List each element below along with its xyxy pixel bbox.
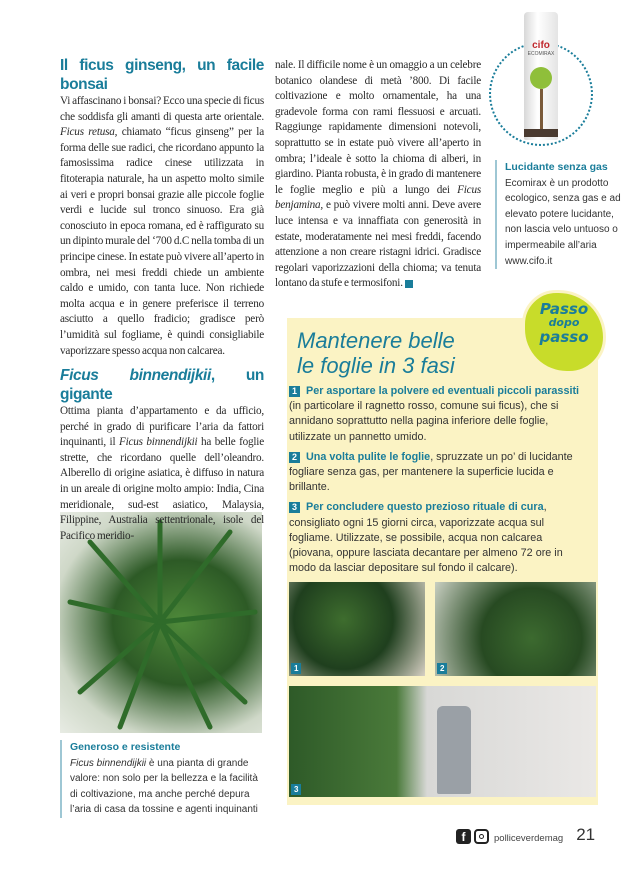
- step-2: [289, 450, 585, 496]
- social-handle[interactable]: polliceverdemag: [494, 833, 564, 844]
- step-photo-2: [435, 582, 596, 676]
- box-title: [297, 328, 512, 378]
- text: Vi affascinano i bonsai? Ecco una specie di ficus che soddisfa gli amanti di questa arte orientale.: [60, 95, 264, 123]
- step-photo-1: [289, 582, 425, 676]
- species-name: Ficus retusa,: [60, 126, 118, 139]
- ficus-binnendijkii-photo: [60, 512, 262, 733]
- photo-number: 1: [291, 663, 301, 674]
- leaves-graphic: [60, 512, 262, 733]
- brand-logo: cifo: [532, 40, 550, 51]
- step-text: , consigliato ogni 15 giorni circa, vaporizzate acqua sul fogliame. Utilizzate, se possibile, acqua non calcarea (piovana, oppure lasciata decantare per almeno 72 ore in modo da lasciar depositare sul fondo il calcare).: [289, 501, 563, 575]
- step-lead: Per asportare la polvere ed eventuali piccoli parassiti: [306, 385, 580, 397]
- step-lead: Una volta pulite le foglie: [306, 450, 431, 463]
- badge-line1: Passo: [539, 300, 589, 318]
- step-number: 2: [289, 452, 300, 463]
- step-number: 3: [289, 502, 300, 513]
- step-photo-3: [289, 686, 596, 797]
- can-label: ECOMIRAX: [527, 51, 555, 57]
- paragraph-ficus-ginseng: [60, 94, 264, 359]
- product-text: Ecomirax è un prodotto ecologico, senza gas e ad elevato potere lucidante, non lascia velo untuoso o impermeabile all’aria: [505, 177, 621, 251]
- step-number: 1: [289, 386, 300, 397]
- product-title: Lucidante senza gas: [505, 161, 608, 173]
- heading-ficus-binnendijkii: [60, 366, 264, 404]
- step-text: (in particolare il ragnetto rosso, comune sui ficus), che si annidano soprattutto nella pagina inferiore delle foglie, utilizzate un pannetto umido.: [289, 400, 559, 443]
- photo-caption: [60, 740, 260, 818]
- caption-text: [70, 756, 260, 818]
- end-mark-icon: [405, 280, 413, 288]
- text: chiamato “ficus ginseng” per la forma delle sue radici, che ricordano appunto la famosissima radice cinese utilizzata in fitoterapia naturale, ha un aspetto molto simile ai veri e propri bonsai grazie alle piccole foglie verdi e lucide sul tronco sinuoso. Era già conosciuto in epoca romana, ed è raffigurato su un dipinto murale del ‘700 d.C nella tomba di un principe cinese. In estate può vivere all’aperto in ombra, nei mesi freddi chiede un ambiente caldo e umido, con tanta luce. Non richiede molta acqua e in genere preferisce il terreno asciutto a quello fradicio; gradisce però l’umidità sul fogliame, è quindi consigliabile vaporizzare spesso acqua non calcarea.: [60, 126, 264, 357]
- box-title-line1: Mantenere belle: [297, 328, 455, 353]
- spray-can: [524, 12, 558, 140]
- product-link[interactable]: www.cifo.it: [505, 255, 553, 267]
- text: Ottima pianta d’appartamento e da ufficio, perché in grado di purificare l’aria da fattori inquinanti, il: [60, 405, 264, 449]
- left-column: [60, 56, 264, 544]
- badge-line3: passo: [539, 328, 589, 346]
- paragraph-ficus-binnendijkii: [60, 404, 264, 544]
- soil: [524, 129, 558, 137]
- species-name: Ficus binnendijkii: [70, 757, 147, 769]
- text: e può vivere molti anni. Deve avere luce intensa e va innaffiata con generosità in estate, moderatamente nei mesi freddi, facendo attenzione a non creare ristagni idrici. Gradisce regolari vaporizzazioni della chioma; va tenuta lontano da stufe e termosifoni.: [275, 199, 481, 290]
- heading-italic: Ficus binnendijkii: [60, 367, 211, 385]
- footer: [456, 826, 595, 844]
- steps-list: [289, 384, 585, 581]
- step-text: , spruzzate un po’ di lucidante fogliare senza gas, per mantenere la superficie lucida e brillante.: [289, 450, 573, 494]
- spray-bottle: [437, 706, 471, 794]
- species-name: Ficus binnendijkii: [118, 436, 198, 449]
- instagram-icon[interactable]: [474, 829, 489, 844]
- plant-graphic: [530, 67, 552, 89]
- paragraph-continued: [275, 58, 481, 292]
- box-title-line2: le foglie in 3 fasi: [297, 353, 455, 378]
- heading-ficus-ginseng: Il ficus ginseng, un facile bonsai: [60, 57, 264, 93]
- step-1: [289, 384, 585, 445]
- steps-box: [287, 318, 598, 805]
- badge-line2: dopo: [548, 316, 580, 329]
- caption-title: Generoso e resistente: [70, 741, 181, 753]
- product-caption: [495, 160, 623, 269]
- text: è una pianta di grande valore: non solo per la bellezza e la facilità di coltivazione, ma anche perché depura l’aria di casa da tossine e agenti inquinanti: [70, 757, 258, 816]
- species-name: Ficus benjamina,: [275, 183, 481, 212]
- plant-trunk: [540, 89, 543, 129]
- text: ha belle foglie strette, che ricordano quelle dell’oleandro. Alberello di origine asiatica, è diffuso in natura in un areale di origine molto ampio: India, Cina meridionale, sud-est asiatico, Malaysia, Filippine, Australia settentrionale, isole del Pacifico meridio-: [60, 436, 264, 542]
- page-number: 21: [576, 825, 596, 844]
- text: nale. Il difficile nome è un omaggio a un celebre botanico olandese di metà ’800. Di facile coltivazione e molto ornamentale, ha una gradevole forma con rami flessuosi e arcuati. Raggiunge rapidamente dimensioni notevoli, soprattutto se in estate può vivere all’aperto in ombra; l’ideale è sotto la chioma di alberi, in giardino. Pianta robusta, è in grado di mantenere le foglie meglio e più a lungo dei: [275, 59, 481, 196]
- photo-number: 2: [437, 663, 447, 674]
- photo-number: 3: [291, 784, 301, 795]
- facebook-icon[interactable]: f: [456, 829, 471, 844]
- middle-column: [275, 58, 481, 292]
- heading-rest: , un gigante: [60, 367, 264, 404]
- step-3: [289, 500, 585, 576]
- step-lead: Per concludere questo prezioso rituale di cura: [306, 501, 544, 514]
